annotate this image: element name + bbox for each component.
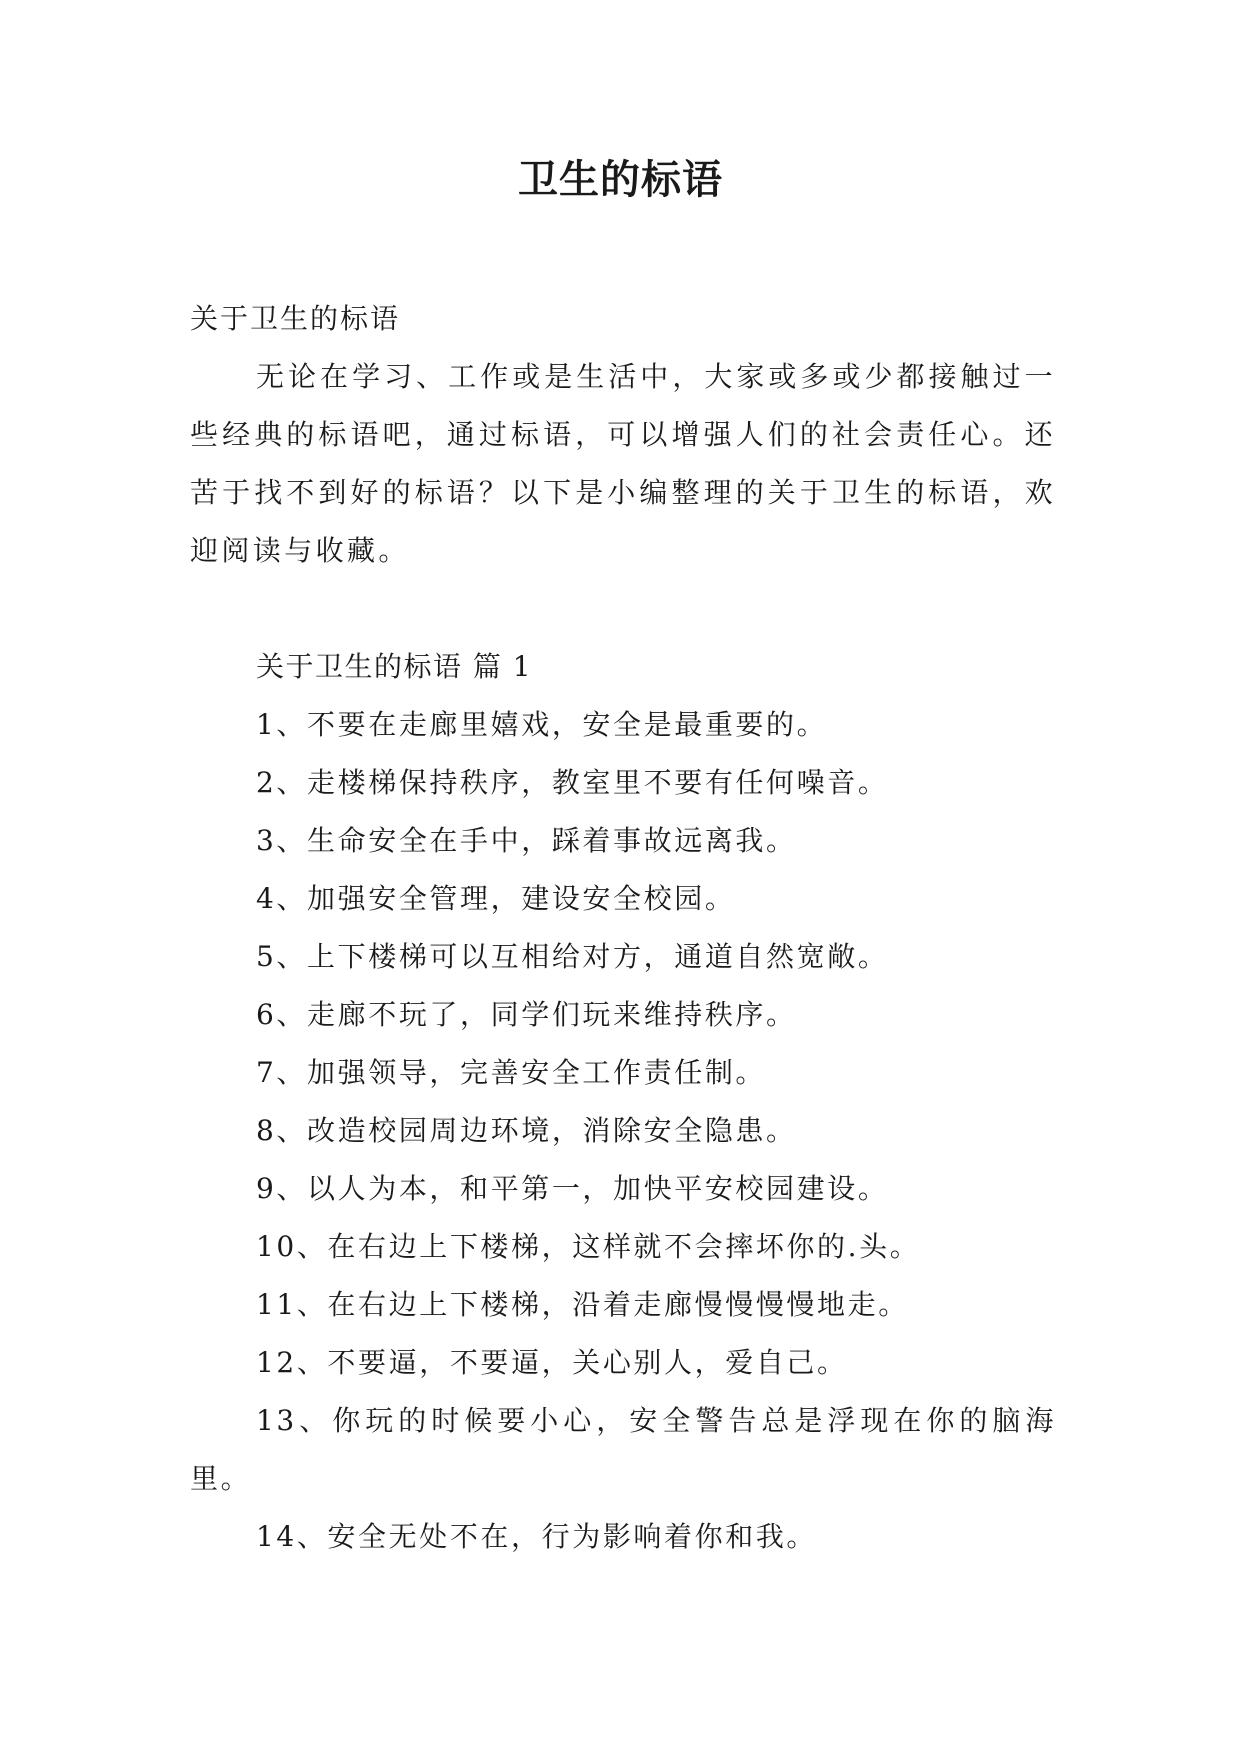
slogan-item: 9、以人为本，和平第一，加快平安校园建设。 — [256, 1172, 889, 1205]
document-body — [190, 290, 1056, 1566]
document-title: 卫生的标语 — [518, 157, 723, 203]
slogan-item: 6、走廊不玩了，同学们玩来维持秩序。 — [256, 998, 797, 1031]
slogan-item: 1、不要在走廊里嬉戏，安全是最重要的。 — [256, 708, 828, 741]
slogan-item: 11、在右边上下楼梯，沿着走廊慢慢慢慢地走。 — [256, 1288, 909, 1321]
slogan-item: 5、上下楼梯可以互相给对方，通道自然宽敞。 — [256, 940, 889, 973]
section-heading: 关于卫生的标语 篇 1 — [256, 650, 533, 683]
slogan-item: 8、改造校园周边环境，消除安全隐患。 — [256, 1114, 797, 1147]
paragraph-spacer — [190, 580, 1056, 638]
slogan-item: 4、加强安全管理，建设安全校园。 — [256, 882, 736, 915]
slogan-item: 3、生命安全在手中，踩着事故远离我。 — [256, 824, 797, 857]
document-subtitle: 关于卫生的标语 — [190, 302, 401, 335]
slogan-item: 2、走楼梯保持秩序，教室里不要有任何噪音。 — [256, 766, 889, 799]
intro-paragraph: 无论在学习、工作或是生活中，大家或多或少都接触过一些经典的标语吧，通过标语，可以增强人们的社会责任心。还苦于找不到好的标语？以下是小编整理的关于卫生的标语，欢迎阅读与收藏。 — [190, 360, 1056, 567]
slogan-item: 10、在右边上下楼梯，这样就不会摔坏你的.头。 — [256, 1230, 921, 1263]
slogan-item: 13、你玩的时候要小心，安全警告总是浮现在你的脑海里。 — [190, 1404, 1056, 1495]
slogan-item: 12、不要逼，不要逼，关心别人，爱自己。 — [256, 1346, 848, 1379]
slogan-item: 14、安全无处不在，行为影响着你和我。 — [256, 1520, 818, 1553]
slogan-item: 7、加强领导，完善安全工作责任制。 — [256, 1056, 767, 1089]
